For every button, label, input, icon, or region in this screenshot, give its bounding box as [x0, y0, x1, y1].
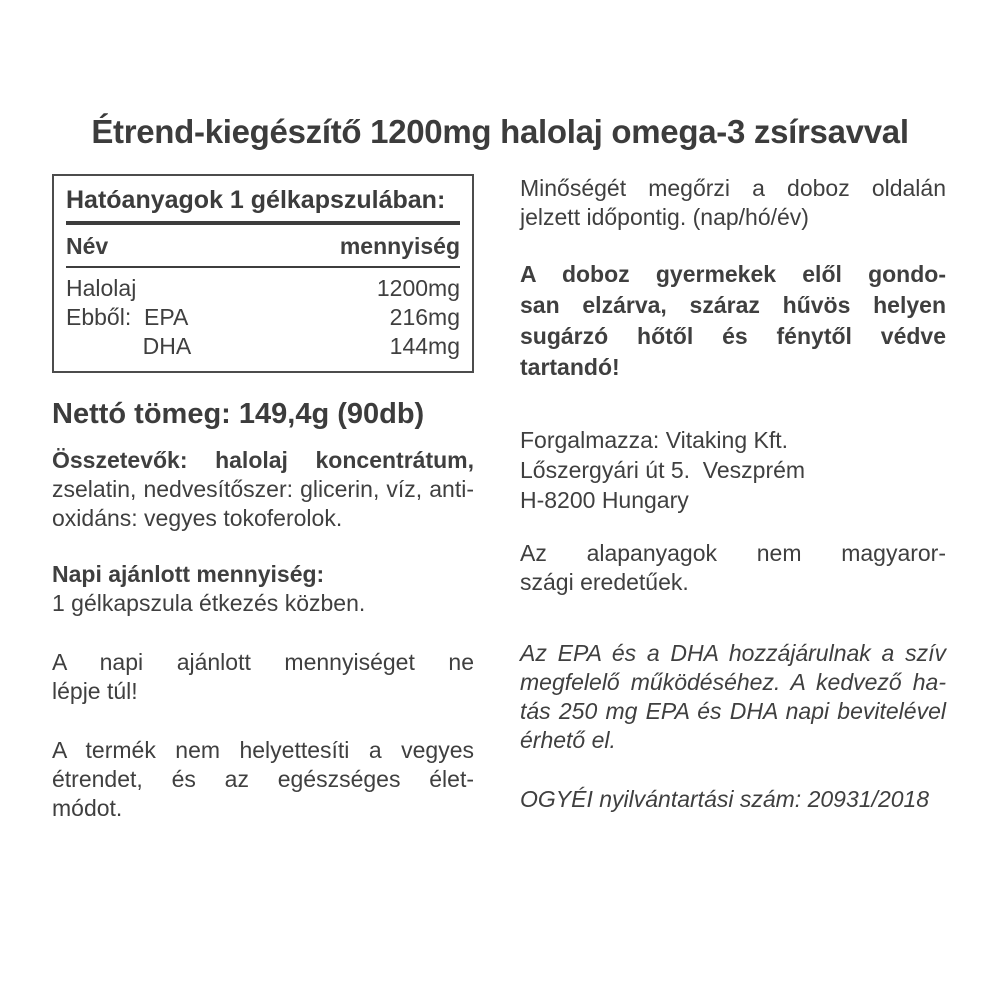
dose-warning-paragraph [52, 648, 474, 706]
right-column [520, 174, 946, 814]
diet-notice-line: A termék nem helyettesíti a vegyes [52, 737, 474, 763]
facts-table [52, 174, 474, 373]
daily-dose-section [52, 560, 474, 618]
diet-notice-line: módot. [52, 795, 123, 821]
origin-line: Az alapanyagok nem magyaror- [520, 540, 946, 566]
health-claim-line: érhető el. [520, 727, 616, 753]
daily-dose-text: 1 gélkapszula étkezés közben. [52, 590, 366, 616]
origin-line: szági eredetűek. [520, 569, 689, 595]
storage-warning-line: A doboz gyermekek elől gondo- [520, 261, 946, 287]
table-row [66, 332, 460, 361]
label-columns [52, 174, 948, 823]
facts-column-headers [66, 225, 460, 266]
ingredient-quantity: 1200mg [376, 275, 460, 301]
health-claim-line: tás 250 mg EPA és DHA napi bevitelével [520, 698, 946, 724]
distributor-line: Forgalmazza: Vitaking Kft. [520, 427, 789, 453]
distributor-address [520, 425, 946, 515]
distributor-line: Lőszergyári út 5. Veszprém [520, 457, 806, 483]
product-title: Étrend-kiegészítő 1200mg halolaj omega-3 zsírsavval [91, 113, 909, 150]
net-weight: Nettó tömeg: 149,4g (90db) [52, 398, 425, 430]
health-claim-paragraph [520, 639, 946, 755]
registration-number: OGYÉI nyilvántartási szám: 20931/2018 [520, 786, 930, 812]
storage-warning-line: tartandó! [520, 354, 620, 380]
facts-rows [66, 268, 460, 363]
expiry-line: Minőségét megőrzi a doboz oldalán [520, 175, 946, 201]
ingredients-line: Összetevők: halolaj koncentrátum, [52, 447, 474, 473]
expiry-paragraph [520, 174, 946, 232]
health-claim-line: Az EPA és a DHA hozzájárulnak a szív [520, 640, 946, 666]
expiry-line: jelzett időpontig. (nap/hó/év) [520, 204, 809, 230]
table-row [66, 274, 460, 303]
ingredients-line: zselatin, nedvesítőszer: glicerin, víz, anti- [52, 476, 474, 502]
health-claim-line: megfelelő működéséhez. A kedvező ha- [520, 669, 946, 695]
daily-dose-heading: Napi ajánlott mennyiség: [52, 561, 325, 587]
dose-warning-line: A napi ajánlott mennyiséget ne [52, 649, 474, 675]
ingredients-paragraph [52, 446, 474, 533]
ingredient-name: Halolaj [66, 275, 137, 301]
facts-col-quantity: mennyiség [339, 233, 460, 259]
table-row [66, 303, 460, 332]
storage-warning-line: sugárzó hőtől és fénytől védve [520, 323, 946, 349]
facts-col-name: Név [66, 233, 109, 259]
dose-warning-line: lépje túl! [52, 678, 138, 704]
ingredient-name: Ebből: EPA [66, 304, 189, 330]
distributor-line: H-8200 Hungary [520, 487, 689, 513]
storage-warning-paragraph [520, 259, 946, 383]
storage-warning-line: san elzárva, száraz hűvös helyen [520, 292, 946, 318]
diet-notice-paragraph [52, 736, 474, 823]
ingredient-name: DHA [66, 333, 192, 359]
ingredient-quantity: 144mg [389, 333, 460, 359]
facts-table-header: Hatóanyagok 1 gélkapszulában: [66, 186, 446, 214]
left-column [52, 174, 474, 823]
origin-paragraph [520, 539, 946, 597]
ingredient-quantity: 216mg [389, 304, 460, 330]
ingredients-line: oxidáns: vegyes tokoferolok. [52, 505, 343, 531]
diet-notice-line: étrendet, és az egészséges élet- [52, 766, 474, 792]
